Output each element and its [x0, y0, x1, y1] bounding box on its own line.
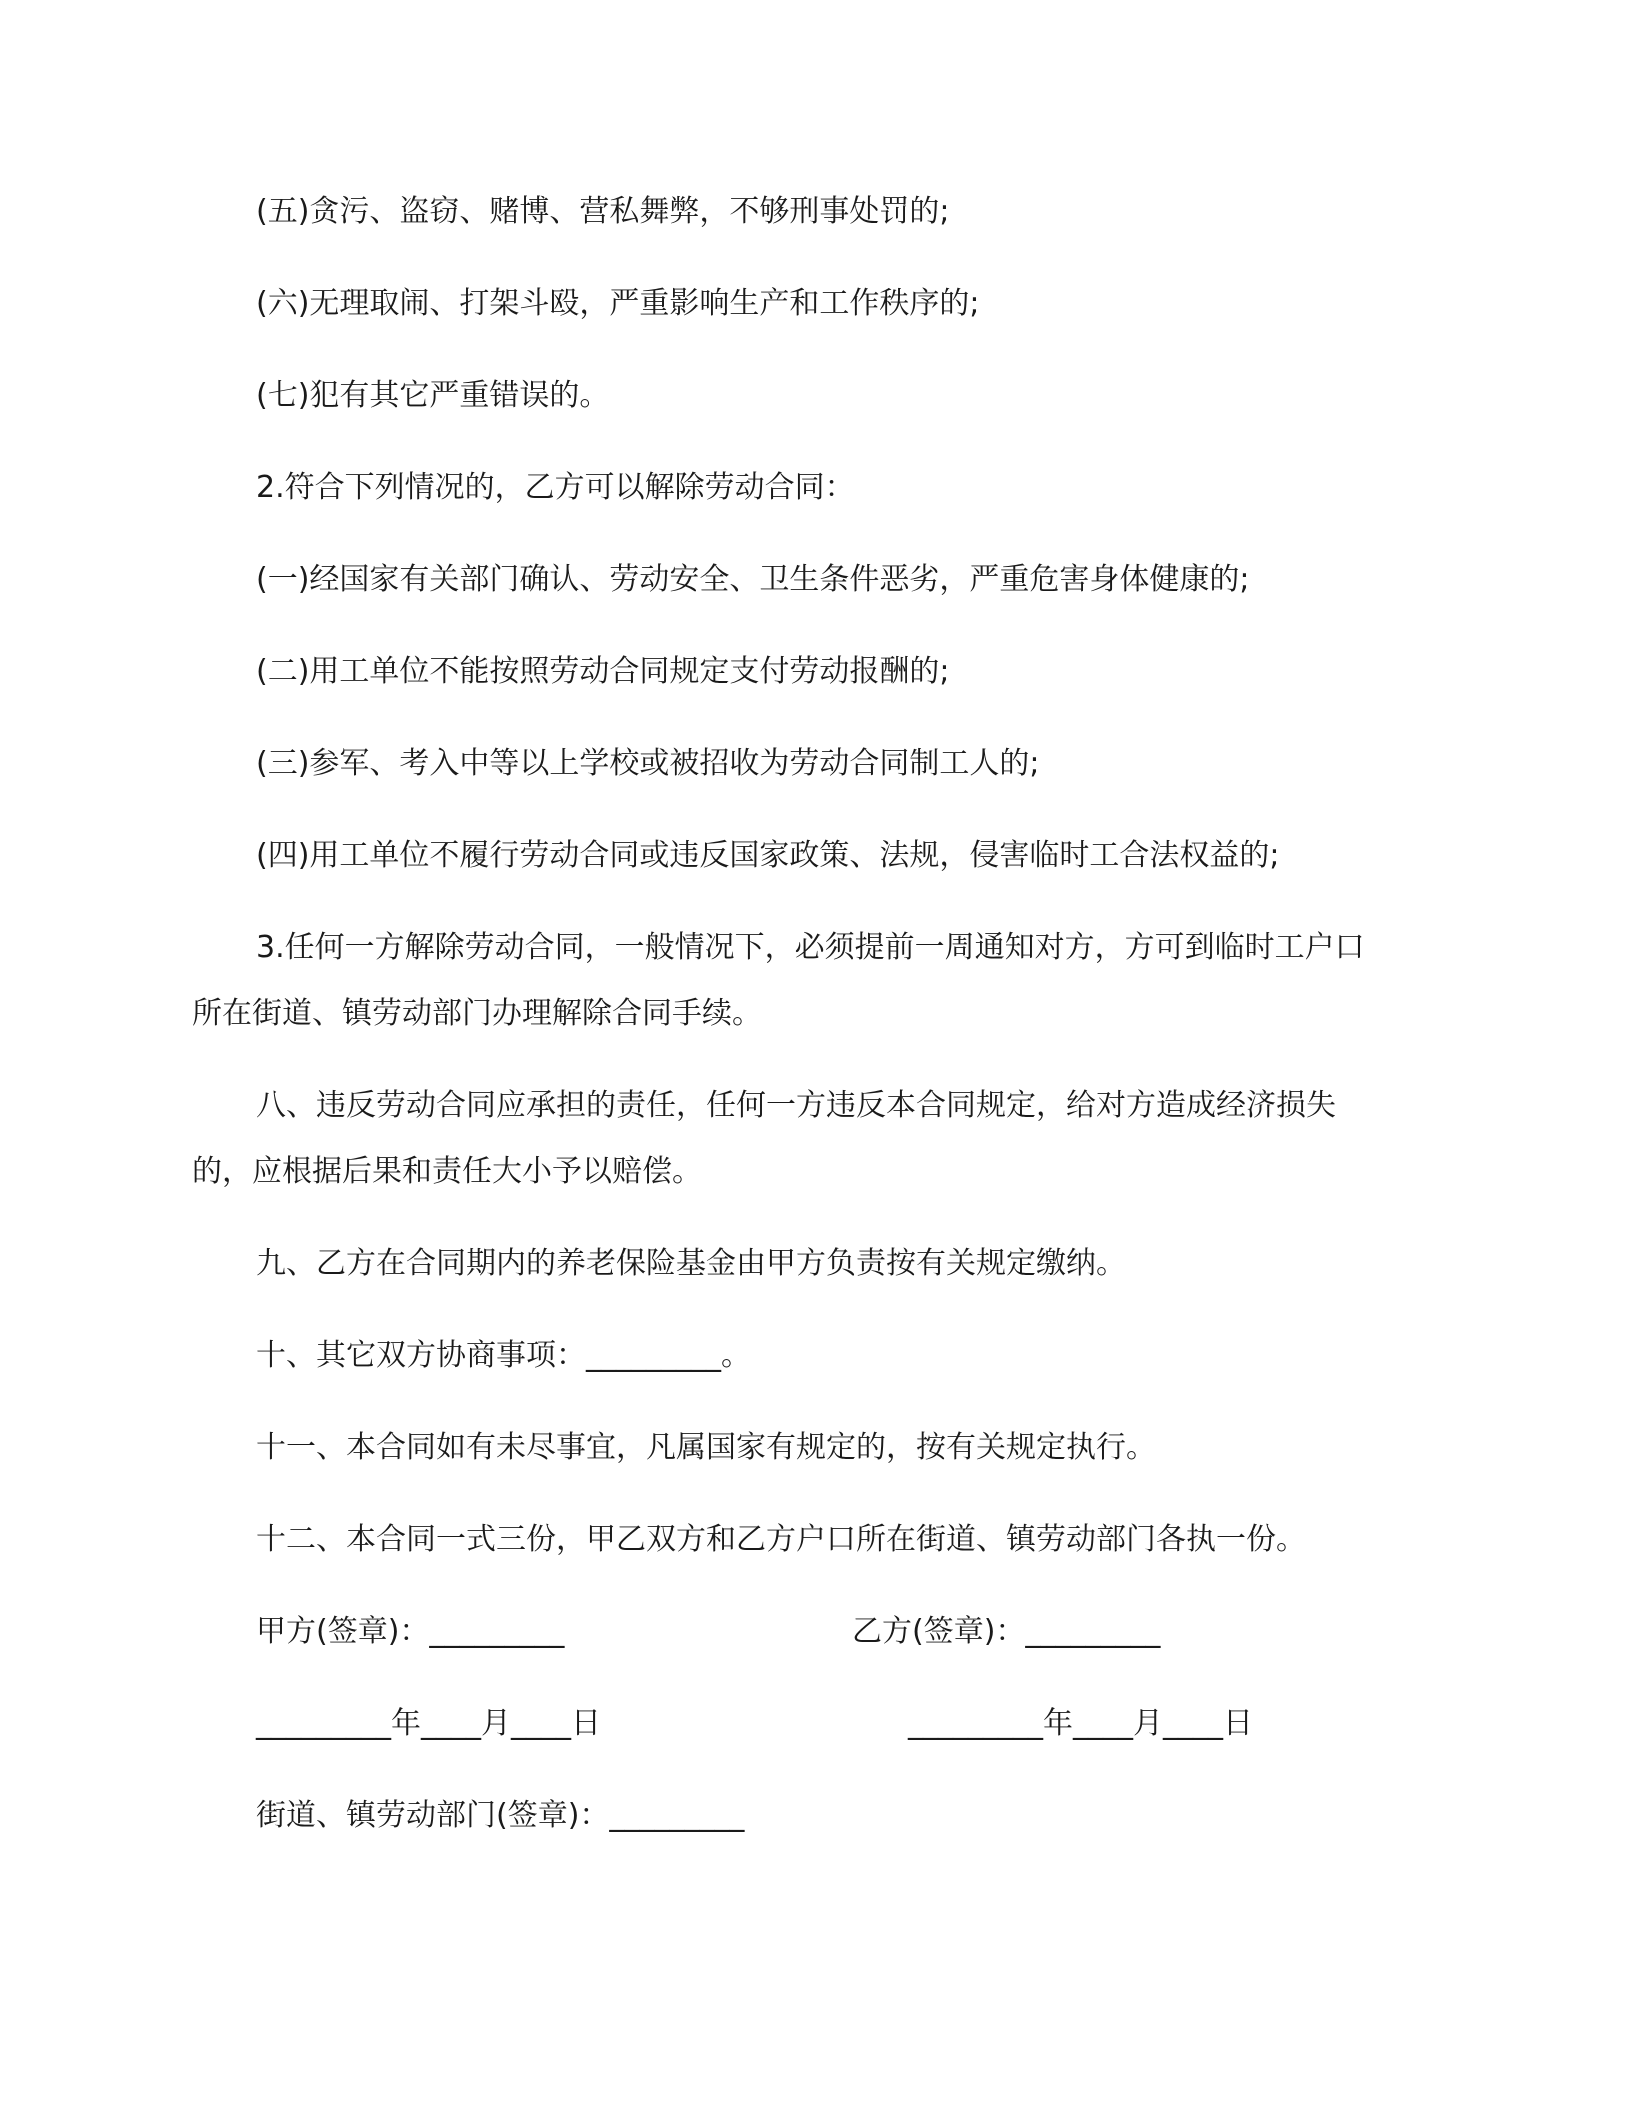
party-b-signature: 乙方(签章)：_________ [852, 1614, 1161, 1649]
party-b-date: _________年____月____日 [908, 1706, 1253, 1741]
clause-10: 十、其它双方协商事项：_________。 [256, 1338, 751, 1373]
clause-12: 十二、本合同一式三份，甲乙双方和乙方户口所在街道、镇劳动部门各执一份。 [256, 1522, 1306, 1557]
clause-2-item-4: (四)用工单位不履行劳动合同或违反国家政策、法规，侵害临时工合法权益的; [256, 838, 1280, 873]
clause-3-line-1: 3.任何一方解除劳动合同，一般情况下，必须提前一周通知对方，方可到临时工户口 [256, 930, 1365, 965]
clause-2-item-1: (一)经国家有关部门确认、劳动安全、卫生条件恶劣，严重危害身体健康的; [256, 562, 1250, 597]
clause-8-line-2: 的，应根据后果和责任大小予以赔偿。 [192, 1154, 702, 1189]
labor-dept-signature: 街道、镇劳动部门(签章)：_________ [256, 1798, 745, 1833]
clause-2-heading: 2.符合下列情况的，乙方可以解除劳动合同： [256, 470, 855, 505]
party-a-signature: 甲方(签章)：_________ [256, 1614, 565, 1649]
clause-item-6: (六)无理取闹、打架斗殴，严重影响生产和工作秩序的; [256, 286, 980, 321]
clause-8-line-1: 八、违反劳动合同应承担的责任，任何一方违反本合同规定，给对方造成经济损失 [256, 1088, 1336, 1123]
clause-3-line-2: 所在街道、镇劳动部门办理解除合同手续。 [192, 996, 762, 1031]
party-a-date: _________年____月____日 [256, 1706, 601, 1741]
clause-2-item-2: (二)用工单位不能按照劳动合同规定支付劳动报酬的; [256, 654, 950, 689]
clause-item-7: (七)犯有其它严重错误的。 [256, 378, 610, 413]
clause-item-5: (五)贪污、盗窃、赌博、营私舞弊，不够刑事处罚的; [256, 194, 950, 229]
clause-2-item-3: (三)参军、考入中等以上学校或被招收为劳动合同制工人的; [256, 746, 1040, 781]
clause-11: 十一、本合同如有未尽事宜，凡属国家有规定的，按有关规定执行。 [256, 1430, 1156, 1465]
clause-9: 九、乙方在合同期内的养老保险基金由甲方负责按有关规定缴纳。 [256, 1246, 1126, 1281]
